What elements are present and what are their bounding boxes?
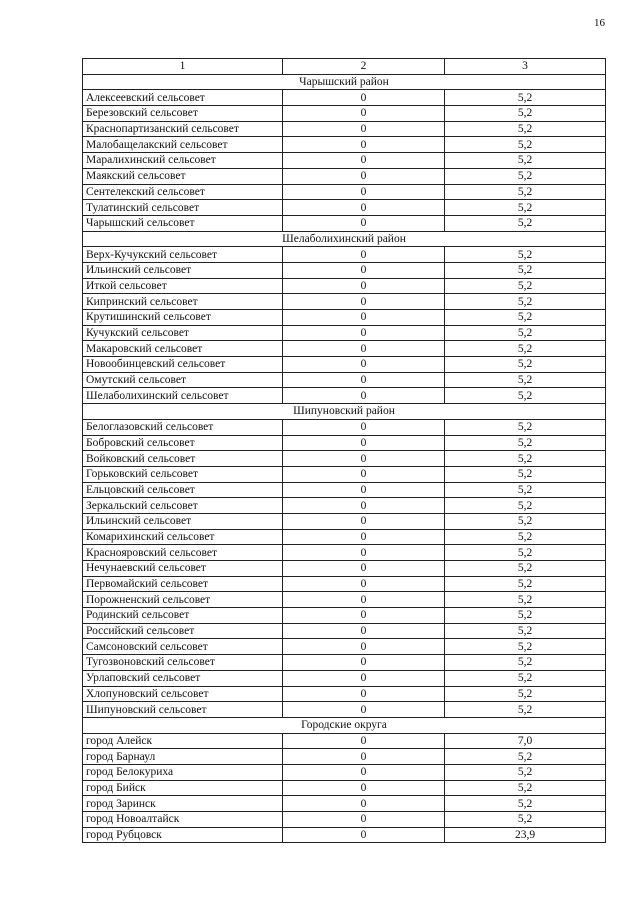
municipality-name-cell: Зеркальский сельсовет (83, 498, 283, 514)
table-row (83, 529, 606, 545)
column-3-value-cell: 5,2 (445, 435, 606, 451)
column-2-value-cell: 0 (283, 372, 445, 388)
municipality-name-cell: Алексеевский сельсовет (83, 90, 283, 106)
column-2-value-cell: 0 (283, 796, 445, 812)
column-2-value-cell: 0 (283, 200, 445, 216)
column-2-value-cell: 0 (283, 592, 445, 608)
municipality-name-cell: Сентелекский сельсовет (83, 184, 283, 200)
column-2-value-cell: 0 (283, 184, 445, 200)
column-2-value-cell: 0 (283, 561, 445, 577)
municipality-name-cell: Хлопуновский сельсовет (83, 686, 283, 702)
column-header-3: 3 (445, 59, 606, 75)
table-row (83, 325, 606, 341)
column-3-value-cell: 5,2 (445, 513, 606, 529)
municipality-name-cell: Шелаболихинский сельсовет (83, 388, 283, 404)
municipality-name-cell: Порожненский сельсовет (83, 592, 283, 608)
table-row (83, 294, 606, 310)
column-3-value-cell: 5,2 (445, 200, 606, 216)
municipality-name-cell: Кучукский сельсовет (83, 325, 283, 341)
column-2-value-cell: 0 (283, 121, 445, 137)
section-title: Шелаболихинский район (83, 231, 606, 247)
column-3-value-cell: 5,2 (445, 357, 606, 373)
column-2-value-cell: 0 (283, 655, 445, 671)
municipality-name-cell: Урлаповский сельсовет (83, 670, 283, 686)
municipality-name-cell: Ильинский сельсовет (83, 513, 283, 529)
table-row (83, 608, 606, 624)
column-2-value-cell: 0 (283, 341, 445, 357)
table-row (83, 592, 606, 608)
column-3-value-cell: 5,2 (445, 278, 606, 294)
table-row (83, 168, 606, 184)
table-row (83, 137, 606, 153)
column-3-value-cell: 5,2 (445, 655, 606, 671)
table-row (83, 215, 606, 231)
column-2-value-cell: 0 (283, 545, 445, 561)
column-3-value-cell: 5,2 (445, 576, 606, 592)
column-3-value-cell: 5,2 (445, 372, 606, 388)
column-2-value-cell: 0 (283, 419, 445, 435)
table-row (83, 498, 606, 514)
column-3-value-cell: 5,2 (445, 545, 606, 561)
section-title: Чарышский район (83, 74, 606, 90)
column-header-2: 2 (283, 59, 445, 75)
municipality-name-cell: город Бийск (83, 780, 283, 796)
table-row (83, 419, 606, 435)
column-2-value-cell: 0 (283, 388, 445, 404)
column-3-value-cell: 5,2 (445, 529, 606, 545)
column-2-value-cell: 0 (283, 623, 445, 639)
table-row (83, 153, 606, 169)
municipality-name-cell: Самсоновский сельсовет (83, 639, 283, 655)
column-3-value-cell: 5,2 (445, 262, 606, 278)
column-2-value-cell: 0 (283, 215, 445, 231)
table-row (83, 545, 606, 561)
table-row (83, 372, 606, 388)
column-3-value-cell: 5,2 (445, 482, 606, 498)
column-2-value-cell: 0 (283, 812, 445, 828)
municipality-name-cell: Малобащелакский сельсовет (83, 137, 283, 153)
municipality-name-cell: Бобровский сельсовет (83, 435, 283, 451)
column-3-value-cell: 5,2 (445, 388, 606, 404)
column-2-value-cell: 0 (283, 639, 445, 655)
column-3-value-cell: 5,2 (445, 419, 606, 435)
municipality-name-cell: город Белокуриха (83, 764, 283, 780)
table-row (83, 482, 606, 498)
column-2-value-cell: 0 (283, 608, 445, 624)
column-2-value-cell: 0 (283, 325, 445, 341)
table-row (83, 733, 606, 749)
column-2-value-cell: 0 (283, 278, 445, 294)
page-number: 16 (594, 17, 605, 29)
column-2-value-cell: 0 (283, 153, 445, 169)
table-row (83, 435, 606, 451)
column-2-value-cell: 0 (283, 262, 445, 278)
column-2-value-cell: 0 (283, 137, 445, 153)
column-3-value-cell: 5,2 (445, 215, 606, 231)
table-row (83, 655, 606, 671)
municipality-name-cell: Чарышский сельсовет (83, 215, 283, 231)
municipality-name-cell: Омутский сельсовет (83, 372, 283, 388)
table-row (83, 749, 606, 765)
column-3-value-cell: 5,2 (445, 137, 606, 153)
column-2-value-cell: 0 (283, 764, 445, 780)
table-row (83, 357, 606, 373)
column-2-value-cell: 0 (283, 529, 445, 545)
section-header-row (83, 74, 606, 90)
table-body (83, 59, 606, 843)
table-row (83, 121, 606, 137)
table-row (83, 388, 606, 404)
table-row (83, 639, 606, 655)
column-3-value-cell: 5,2 (445, 168, 606, 184)
municipality-name-cell: Иткой сельсовет (83, 278, 283, 294)
allocation-table (82, 58, 606, 843)
municipality-name-cell: Тугозвоновский сельсовет (83, 655, 283, 671)
column-3-value-cell: 5,2 (445, 608, 606, 624)
section-title: Городские округа (83, 717, 606, 733)
column-header-row (83, 59, 606, 75)
municipality-name-cell: Крутишинский сельсовет (83, 310, 283, 326)
column-3-value-cell: 5,2 (445, 780, 606, 796)
municipality-name-cell: Шипуновский сельсовет (83, 702, 283, 718)
municipality-name-cell: Верх-Кучукский сельсовет (83, 247, 283, 263)
column-3-value-cell: 5,2 (445, 121, 606, 137)
column-header-1: 1 (83, 59, 283, 75)
table-row (83, 812, 606, 828)
column-2-value-cell: 0 (283, 466, 445, 482)
municipality-name-cell: Белоглазовский сельсовет (83, 419, 283, 435)
column-3-value-cell: 5,2 (445, 341, 606, 357)
column-3-value-cell: 5,2 (445, 639, 606, 655)
table-row (83, 513, 606, 529)
column-3-value-cell: 5,2 (445, 153, 606, 169)
column-2-value-cell: 0 (283, 482, 445, 498)
municipality-name-cell: Кипринский сельсовет (83, 294, 283, 310)
column-3-value-cell: 5,2 (445, 184, 606, 200)
table-row (83, 451, 606, 467)
municipality-name-cell: Нечунаевский сельсовет (83, 561, 283, 577)
column-2-value-cell: 0 (283, 247, 445, 263)
column-3-value-cell: 5,2 (445, 592, 606, 608)
column-2-value-cell: 0 (283, 498, 445, 514)
table-row (83, 780, 606, 796)
column-3-value-cell: 5,2 (445, 451, 606, 467)
column-3-value-cell: 5,2 (445, 294, 606, 310)
section-header-row (83, 404, 606, 420)
column-2-value-cell: 0 (283, 576, 445, 592)
column-2-value-cell: 0 (283, 827, 445, 843)
column-2-value-cell: 0 (283, 670, 445, 686)
table-row (83, 184, 606, 200)
table-row (83, 278, 606, 294)
column-2-value-cell: 0 (283, 294, 445, 310)
municipality-name-cell: Краснояровский сельсовет (83, 545, 283, 561)
municipality-name-cell: Березовский сельсовет (83, 106, 283, 122)
municipality-name-cell: Российский сельсовет (83, 623, 283, 639)
column-2-value-cell: 0 (283, 90, 445, 106)
table-row (83, 262, 606, 278)
municipality-name-cell: город Алейск (83, 733, 283, 749)
column-3-value-cell: 7,0 (445, 733, 606, 749)
municipality-name-cell: Маякский сельсовет (83, 168, 283, 184)
column-3-value-cell: 5,2 (445, 106, 606, 122)
column-3-value-cell: 5,2 (445, 686, 606, 702)
column-3-value-cell: 5,2 (445, 325, 606, 341)
municipality-name-cell: город Рубцовск (83, 827, 283, 843)
column-3-value-cell: 5,2 (445, 498, 606, 514)
column-2-value-cell: 0 (283, 733, 445, 749)
municipality-name-cell: Макаровский сельсовет (83, 341, 283, 357)
column-2-value-cell: 0 (283, 702, 445, 718)
table-row (83, 90, 606, 106)
column-3-value-cell: 5,2 (445, 796, 606, 812)
municipality-name-cell: Первомайский сельсовет (83, 576, 283, 592)
column-3-value-cell: 5,2 (445, 90, 606, 106)
column-2-value-cell: 0 (283, 106, 445, 122)
column-3-value-cell: 5,2 (445, 764, 606, 780)
column-3-value-cell: 5,2 (445, 310, 606, 326)
municipality-name-cell: Ильинский сельсовет (83, 262, 283, 278)
section-header-row (83, 717, 606, 733)
table-row (83, 200, 606, 216)
column-3-value-cell: 5,2 (445, 749, 606, 765)
column-2-value-cell: 0 (283, 168, 445, 184)
municipality-name-cell: Комарихинский сельсовет (83, 529, 283, 545)
column-2-value-cell: 0 (283, 310, 445, 326)
table-row (83, 310, 606, 326)
table-row (83, 561, 606, 577)
municipality-name-cell: Ельцовский сельсовет (83, 482, 283, 498)
column-2-value-cell: 0 (283, 357, 445, 373)
column-3-value-cell: 5,2 (445, 702, 606, 718)
table-row (83, 764, 606, 780)
table-row (83, 247, 606, 263)
column-3-value-cell: 5,2 (445, 812, 606, 828)
table-row (83, 702, 606, 718)
section-header-row (83, 231, 606, 247)
table-row (83, 670, 606, 686)
municipality-name-cell: Войковский сельсовет (83, 451, 283, 467)
table-row (83, 576, 606, 592)
municipality-name-cell: город Заринск (83, 796, 283, 812)
column-3-value-cell: 5,2 (445, 247, 606, 263)
table-row (83, 686, 606, 702)
table-row (83, 623, 606, 639)
column-3-value-cell: 5,2 (445, 466, 606, 482)
column-3-value-cell: 5,2 (445, 623, 606, 639)
column-3-value-cell: 5,2 (445, 670, 606, 686)
municipality-name-cell: город Барнаул (83, 749, 283, 765)
table-row (83, 827, 606, 843)
municipality-name-cell: Новообинцевский сельсовет (83, 357, 283, 373)
municipality-name-cell: Горьковский сельсовет (83, 466, 283, 482)
column-2-value-cell: 0 (283, 513, 445, 529)
municipality-name-cell: Тулатинский сельсовет (83, 200, 283, 216)
table-row (83, 796, 606, 812)
column-2-value-cell: 0 (283, 749, 445, 765)
table-row (83, 466, 606, 482)
column-3-value-cell: 23,9 (445, 827, 606, 843)
column-2-value-cell: 0 (283, 435, 445, 451)
column-2-value-cell: 0 (283, 780, 445, 796)
table-row (83, 341, 606, 357)
column-2-value-cell: 0 (283, 686, 445, 702)
municipality-name-cell: Краснопартизанский сельсовет (83, 121, 283, 137)
section-title: Шипуновский район (83, 404, 606, 420)
table-row (83, 106, 606, 122)
column-2-value-cell: 0 (283, 451, 445, 467)
municipality-name-cell: город Новоалтайск (83, 812, 283, 828)
column-3-value-cell: 5,2 (445, 561, 606, 577)
municipality-name-cell: Маралихинский сельсовет (83, 153, 283, 169)
municipality-name-cell: Родинский сельсовет (83, 608, 283, 624)
